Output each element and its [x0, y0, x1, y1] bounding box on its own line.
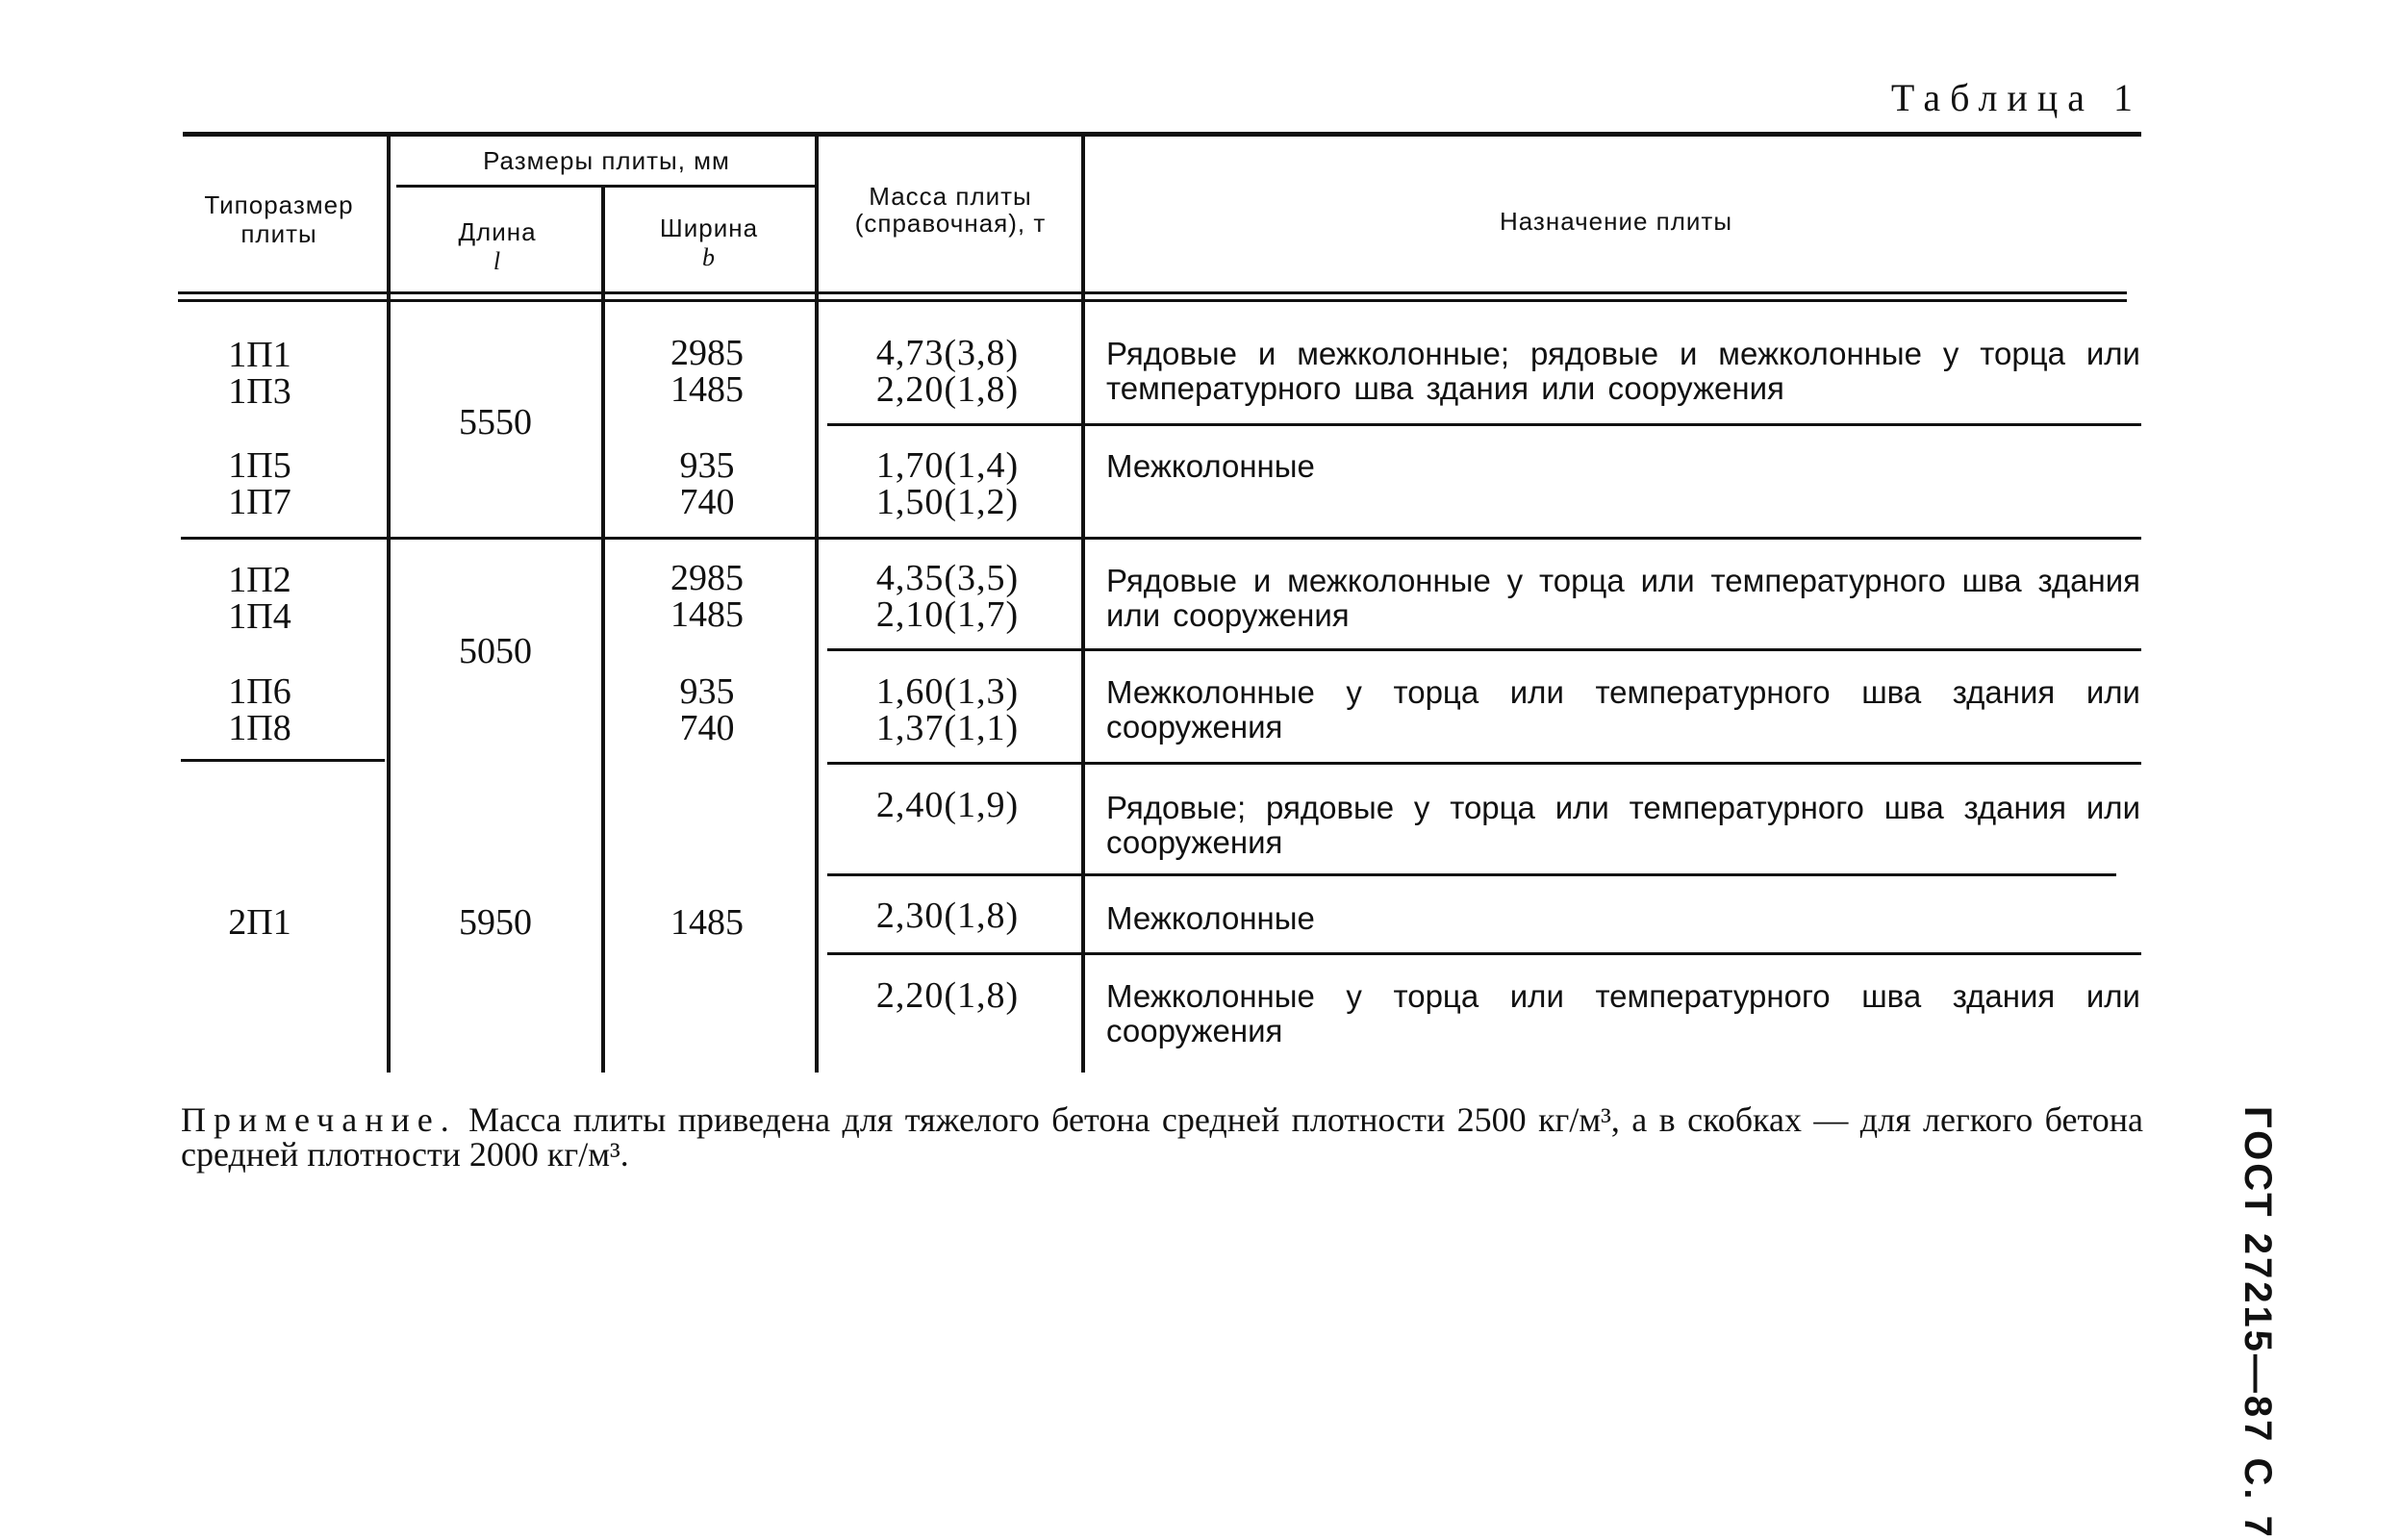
group2-inner-rule [827, 648, 2141, 651]
width-cell: 1485 [670, 594, 744, 635]
group1-row2-widths [606, 447, 808, 520]
group3-inner-rule-2 [827, 952, 2141, 955]
group1-row1-types [192, 337, 327, 410]
group2-row2-types [192, 673, 327, 746]
table-title: Таблица 1 [1890, 76, 2142, 119]
type-cell: 1П2 [228, 560, 291, 600]
column-rule-2 [601, 186, 605, 1073]
group3-row3-purpose: Межколонные у торца или температурного шва здания или сооружения [1106, 978, 2140, 1048]
group2-row1-masses [827, 560, 1068, 633]
group1-row1-masses [827, 335, 1068, 408]
group1-row1-widths [606, 335, 808, 408]
group1-bottom-rule [181, 537, 2141, 540]
group1-row2-types [192, 447, 327, 520]
mass-cell: 1,50(1,2) [875, 482, 1020, 522]
group2-bottom-rule-right [827, 762, 2141, 765]
mass-cell: 4,73(3,8) [875, 333, 1020, 373]
mass-cell: 1,37(1,1) [875, 708, 1020, 748]
group3-inner-rule-1 [827, 873, 2116, 876]
width-cell: 935 [679, 671, 735, 712]
width-cell: 1485 [670, 369, 744, 410]
group3-length: 5950 [459, 902, 532, 943]
header-mass: Масса плиты (справочная), т [854, 182, 1047, 238]
header-width-label: Ширина [659, 214, 759, 242]
type-cell: 1П6 [228, 671, 291, 712]
header-length-symbol: l [493, 247, 502, 275]
group2-row1-types [192, 562, 327, 635]
group2-length: 5050 [459, 631, 532, 671]
column-rule-3 [815, 137, 819, 1073]
group3-row1-purpose: Рядовые; рядовые у торца или температурного шва здания или сооружения [1106, 790, 2140, 860]
width-cell: 935 [679, 445, 735, 486]
note-text: Масса плиты приведена для тяжелого бетона средней плотности 2500 кг/м³, а в скобках — для легкого бетона средней плотности 2000 кг/м³. [181, 1100, 2143, 1174]
header-dimensions: Размеры плиты, мм [483, 146, 730, 175]
group2-row2-masses [827, 673, 1068, 746]
group3-row2-mass: 2,30(1,8) [875, 896, 1020, 936]
type-cell: 1П4 [228, 596, 291, 637]
group3-width: 1485 [670, 902, 744, 943]
mass-cell: 4,35(3,5) [875, 558, 1020, 598]
group2-row1-widths [606, 560, 808, 633]
group1-row2-masses [827, 447, 1068, 520]
width-cell: 740 [679, 482, 735, 522]
group2-bottom-rule [181, 759, 385, 762]
table-top-rule [183, 132, 2141, 137]
group1-inner-rule [827, 423, 2141, 426]
column-rule-4 [1081, 137, 1085, 1073]
mass-cell: 1,70(1,4) [875, 445, 1020, 486]
group2-row2-widths [606, 673, 808, 746]
group2-row2-purpose: Межколонные у торца или температурного шва здания или сооружения [1106, 674, 2140, 745]
width-cell: 2985 [670, 558, 744, 598]
header-type: Типоразмер плиты [204, 190, 354, 248]
header-bottom-rule-1 [178, 291, 2127, 294]
header-purpose: Назначение плиты [1499, 207, 1733, 236]
side-running-header [2227, 1106, 2281, 1540]
mass-cell: 2,10(1,7) [875, 594, 1020, 635]
width-cell: 740 [679, 708, 735, 748]
type-cell: 1П3 [228, 371, 291, 412]
width-cell: 2985 [670, 333, 744, 373]
group3-row1-mass: 2,40(1,9) [875, 785, 1020, 825]
mass-cell: 2,20(1,8) [875, 369, 1020, 410]
group3-type: 2П1 [228, 902, 291, 943]
group2-row1-purpose: Рядовые и межколонные у торца или температурного шва здания или сооружения [1106, 563, 2140, 633]
type-cell: 1П5 [228, 445, 291, 486]
group3-row2-purpose: Межколонные [1106, 900, 1315, 936]
group1-row1-purpose: Рядовые и межколонные; рядовые и межколонные у торца или температурного шва здания или сооружения [1106, 336, 2140, 406]
header-width-symbol: b [702, 243, 716, 271]
header-length-label: Длина [458, 217, 537, 246]
mass-cell: 1,60(1,3) [875, 671, 1020, 712]
header-width [608, 214, 810, 272]
type-cell: 1П8 [228, 708, 291, 748]
group1-length: 5550 [459, 402, 532, 442]
type-cell: 1П1 [228, 335, 291, 375]
column-rule-1 [387, 137, 391, 1073]
type-cell: 1П7 [228, 482, 291, 522]
side-running-header-text: ГОСТ 27215—87 С. 7 [2237, 1106, 2279, 1540]
header-bottom-rule-2 [178, 299, 2127, 302]
dimensions-subheader-rule [396, 185, 817, 188]
group1-row2-purpose: Межколонные [1106, 448, 1315, 484]
table-note [181, 1102, 2143, 1172]
header-length [396, 217, 598, 276]
note-label: Примечание. [181, 1100, 457, 1139]
group3-row3-mass: 2,20(1,8) [875, 975, 1020, 1016]
